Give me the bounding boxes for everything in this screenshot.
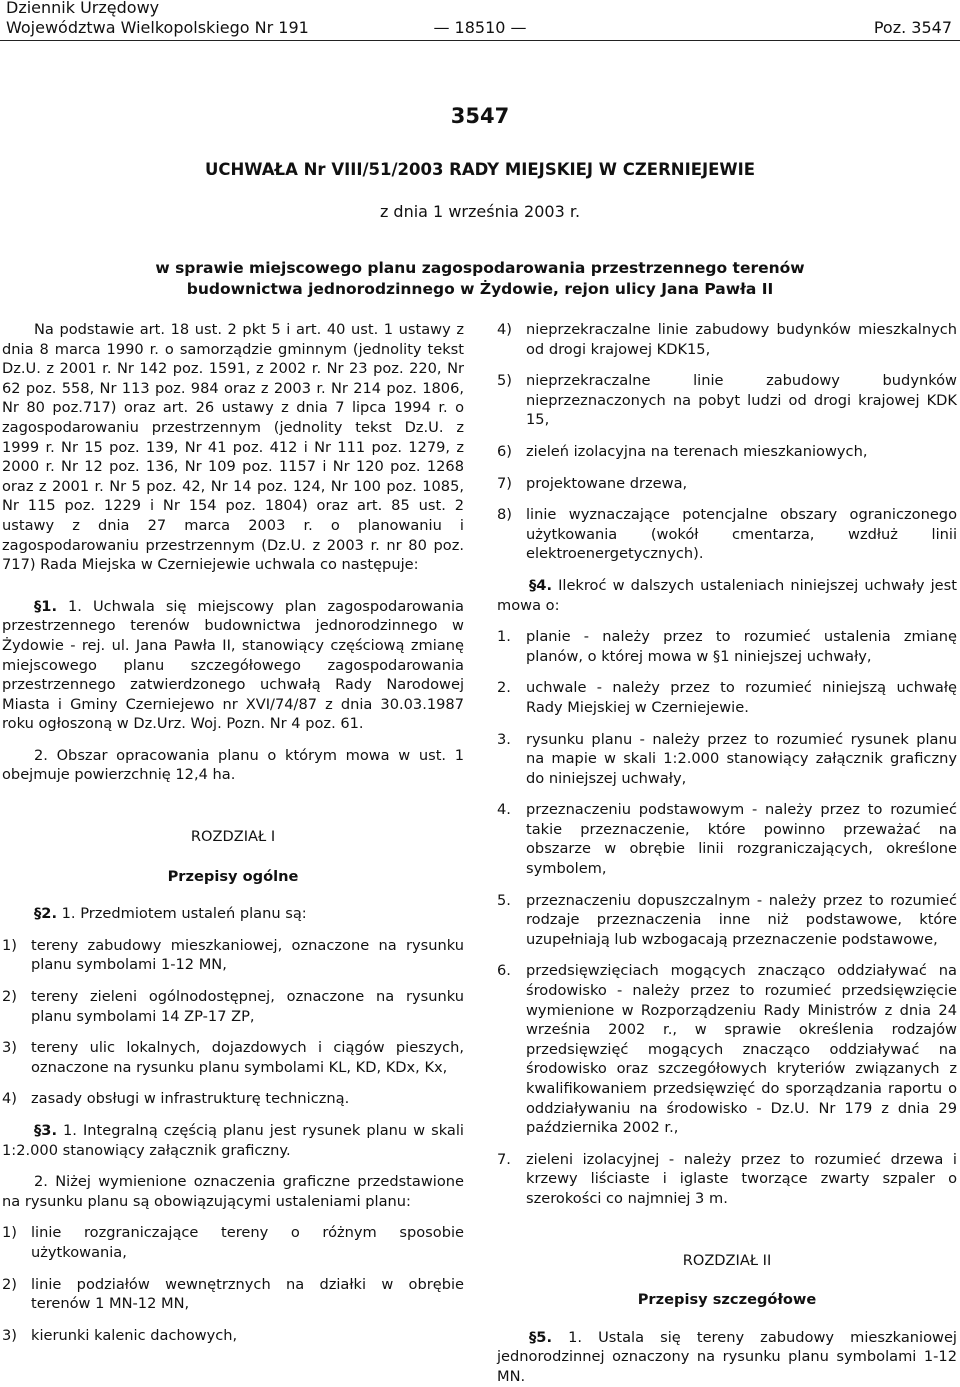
- section-3-paragraph-1: [2, 1121, 464, 1160]
- list-item: 4) nieprzekraczalne linie zabudowy budynków mieszkalnych od drogi krajowej KDK15,: [497, 321, 957, 358]
- section-4-label: §4.: [529, 576, 552, 594]
- chapter-1-title: Przepisy ogólne: [167, 867, 299, 885]
- section-2-intro: [2, 904, 464, 924]
- list-item: 1) tereny zabudowy mieszkaniowej, oznaczone na rysunku planu symbolami 1-12 MN,: [2, 936, 464, 974]
- section-1-paragraph-2: 2. Obszar opracowania planu o którym mowa w ust. 1 obejmuje powierzchnię 12,4 ha.: [2, 746, 464, 784]
- list-item: 1) linie rozgraniczające tereny o różnym sposobie użytkowania,: [2, 1224, 464, 1261]
- list-item: 5) nieprzekraczalne linie zabudowy budynków nieprzeznaczonych na pobyt ludzi od drogi krajowej KDK 15,: [497, 372, 957, 429]
- section-1-label: §1.: [34, 597, 57, 615]
- list-item: 4) zasady obsługi w infrastrukturę techniczną.: [2, 1090, 350, 1108]
- page-number: — 18510 —: [433, 18, 527, 37]
- chapter-2-heading: ROZDZIAŁ II: [682, 1251, 772, 1269]
- list-item: 4. przeznaczeniu podstawowym - należy przez to rozumieć takie przeznaczenie, które powinno przeważać na obszarze w obrębie linii rozgraniczających, określone symbolem,: [497, 801, 957, 878]
- section-4-intro: [497, 576, 957, 615]
- list-item: 6. przedsięwzięciach mogących znacząco oddziaływać na środowisko - należy przez to rozumieć przedsięwzięcie wymienione w Rozporządzeniu Rady Ministrów z dnia 24 września 2002 r., w sprawie określenia rodzajów przedsięwzięć mogących znacząco oddziaływać na środowisko oraz szczegółowych kryteriów związanych z kwalifikowaniem przedsięwzięć do sporządzania raportu o oddziaływaniu na środowisko - Dz.U. Nr 179 z dnia 29 października 2002 r.,: [497, 962, 957, 1137]
- list-item: 8) linie wyznaczające potencjalne obszary ograniczonego użytkowania (wokół cmentarza, wzdłuż linii elektroenergetycznych).: [497, 506, 957, 563]
- left-column: [2, 320, 464, 1357]
- document-number: 3547: [450, 104, 510, 128]
- document-date: z dnia 1 września 2003 r.: [379, 202, 581, 221]
- list-item: 3. rysunku planu - należy przez to rozumieć rysunek planu na mapie w skali 1:2.000 stanowiący załącznik graficzny do niniejszej uchwały,: [497, 730, 957, 787]
- list-item: 7) projektowane drzewa,: [497, 474, 688, 492]
- list-item: 5. przeznaczeniu dopuszczalnym - należy przez to rozumieć rodzaje przeznaczenia inne niż podstawowe, które uzupełniają lub wzbogacają przeznaczenie podstawowe,: [497, 891, 957, 948]
- list-item: 3) tereny ulic lokalnych, dojazdowych i ciągów pieszych, oznaczone na rysunku planu symbolami KL, KD, KDx, Kx,: [2, 1039, 464, 1076]
- section-5-text: 1. Ustala się tereny zabudowy mieszkaniowej jednorodzinnej oznaczony na rysunku planu symbolami 1-12 MN.: [497, 1328, 957, 1385]
- section-4-text: Ilekroć w dalszych ustaleniach niniejszej uchwały jest mowa o:: [497, 576, 957, 614]
- list-item: 2) linie podziałów wewnętrznych na działki w obrębie terenów 1 MN-12 MN,: [2, 1275, 464, 1313]
- list-item: 2) tereny zieleni ogólnodostępnej, oznaczone na rysunku planu symbolami 14 ZP-17 ZP,: [2, 988, 464, 1025]
- section-5-label: §5.: [529, 1328, 552, 1346]
- journal-line2: Województwa Wielkopolskiego Nr 191: [6, 18, 309, 37]
- section-1-text: 1. Uchwala się miejscowy plan zagospodarowania przestrzennego terenów budownictwa jednorodzinnego w Żydowie - rej. ul. Jana Pawła II, stanowiący częściową zmianę miejscowego planu szczegółowego zagospodarowania przestrzennego zatwierdzonego uchwałą Rady Narodowej Miasta i Gminy Czerniejewo nr XVI/74/87 z dnia 30.03.1987 roku ogłoszoną w Dz.Urz. Woj. Pozn. Nr 4 poz. 61.: [2, 597, 464, 733]
- list-item: 1. planie - należy przez to rozumieć ustalenia zmianę planów, o której mowa w §1 niniejszej uchwały,: [497, 628, 957, 665]
- list-item: 2. uchwale - należy przez to rozumieć niniejszą uchwałę Rady Miejskiej w Czerniejewie.: [497, 679, 957, 716]
- page-header: [0, 0, 960, 42]
- section-3-text: 1. Integralną częścią planu jest rysunek planu w skali 1:2.000 stanowiący załącznik graficzny.: [2, 1122, 464, 1159]
- journal-line1: Dziennik Urzędowy: [6, 0, 160, 17]
- subject-line1: w sprawie miejscowego planu zagospodarowania przestrzennego terenów: [155, 259, 805, 277]
- list-item: 6) zieleń izolacyjna na terenach mieszkaniowych,: [497, 442, 868, 460]
- section-2-text: 1. Przedmiotem ustaleń planu są:: [57, 905, 307, 923]
- chapter-1-heading: ROZDZIAŁ I: [190, 828, 276, 846]
- right-column: [497, 320, 957, 1387]
- list-item: 7. zieleni izolacyjnej - należy przez to rozumieć drzewa i krzewy liściaste i iglaste tworzące zwarty szpaler o szerokości co najmniej 3 m.: [497, 1150, 957, 1207]
- position-number: Poz. 3547: [873, 18, 952, 37]
- document-subject: [0, 258, 960, 300]
- header-rule: [0, 40, 960, 41]
- section-1-paragraph-1: [2, 597, 464, 734]
- document-title: UCHWAŁA Nr VIII/51/2003 RADY MIEJSKIEJ W CZERNIEJEWIE: [204, 160, 756, 179]
- section-3-paragraph-2: 2. Niżej wymienione oznaczenia graficzne przedstawione na rysunku planu są obowiązującymi ustaleniami planu:: [2, 1173, 464, 1210]
- subject-line2: budownictwa jednorodzinnego w Żydowie, rejon ulicy Jana Pawła II: [186, 280, 774, 298]
- section-5-paragraph-1: [497, 1328, 957, 1387]
- section-2-label: §2.: [34, 905, 57, 923]
- chapter-2-title: Przepisy szczegółowe: [637, 1291, 817, 1309]
- section-3-label: §3.: [34, 1122, 57, 1139]
- list-item: 3) kierunki kalenic dachowych,: [2, 1326, 238, 1344]
- preamble: Na podstawie art. 18 ust. 2 pkt 5 i art. 40 ust. 1 ustawy z dnia 8 marca 1990 r. o samorządzie gminnym (jednolity tekst Dz.U. z 2001 r. Nr 142 poz. 1591, z 2002 r. Nr 23 poz. 220, Nr 62 poz. 558, Nr 113 poz. 984 oraz z 2003 r. Nr 214 poz. 1806, Nr 80 poz.717) oraz art. 26 ustawy z dnia 7 lipca 1994 r. o zagospodarowaniu przestrzennym (jednolity tekst Dz.U. z 1999 r. Nr 15 poz. 139, Nr 41 poz. 412 i Nr 111 poz. 1279, z 2000 r. Nr 12 poz. 136, Nr 109 poz. 1157 i Nr 120 poz. 1268 oraz z 2001 r. Nr 5 poz. 42, Nr 14 poz. 124, Nr 100 poz. 1085, Nr 115 poz. 1229 i Nr 154 poz. 1804) oraz art. 85 ust. 2 ustawy z dnia 27 marca 2003 r. o planowaniu i zagospodarowaniu przestrzennym (Dz.U. z 2003 r. nr 80 poz. 717) Rada Miejska w Czerniejewie uchwala co następuje:: [2, 321, 464, 574]
